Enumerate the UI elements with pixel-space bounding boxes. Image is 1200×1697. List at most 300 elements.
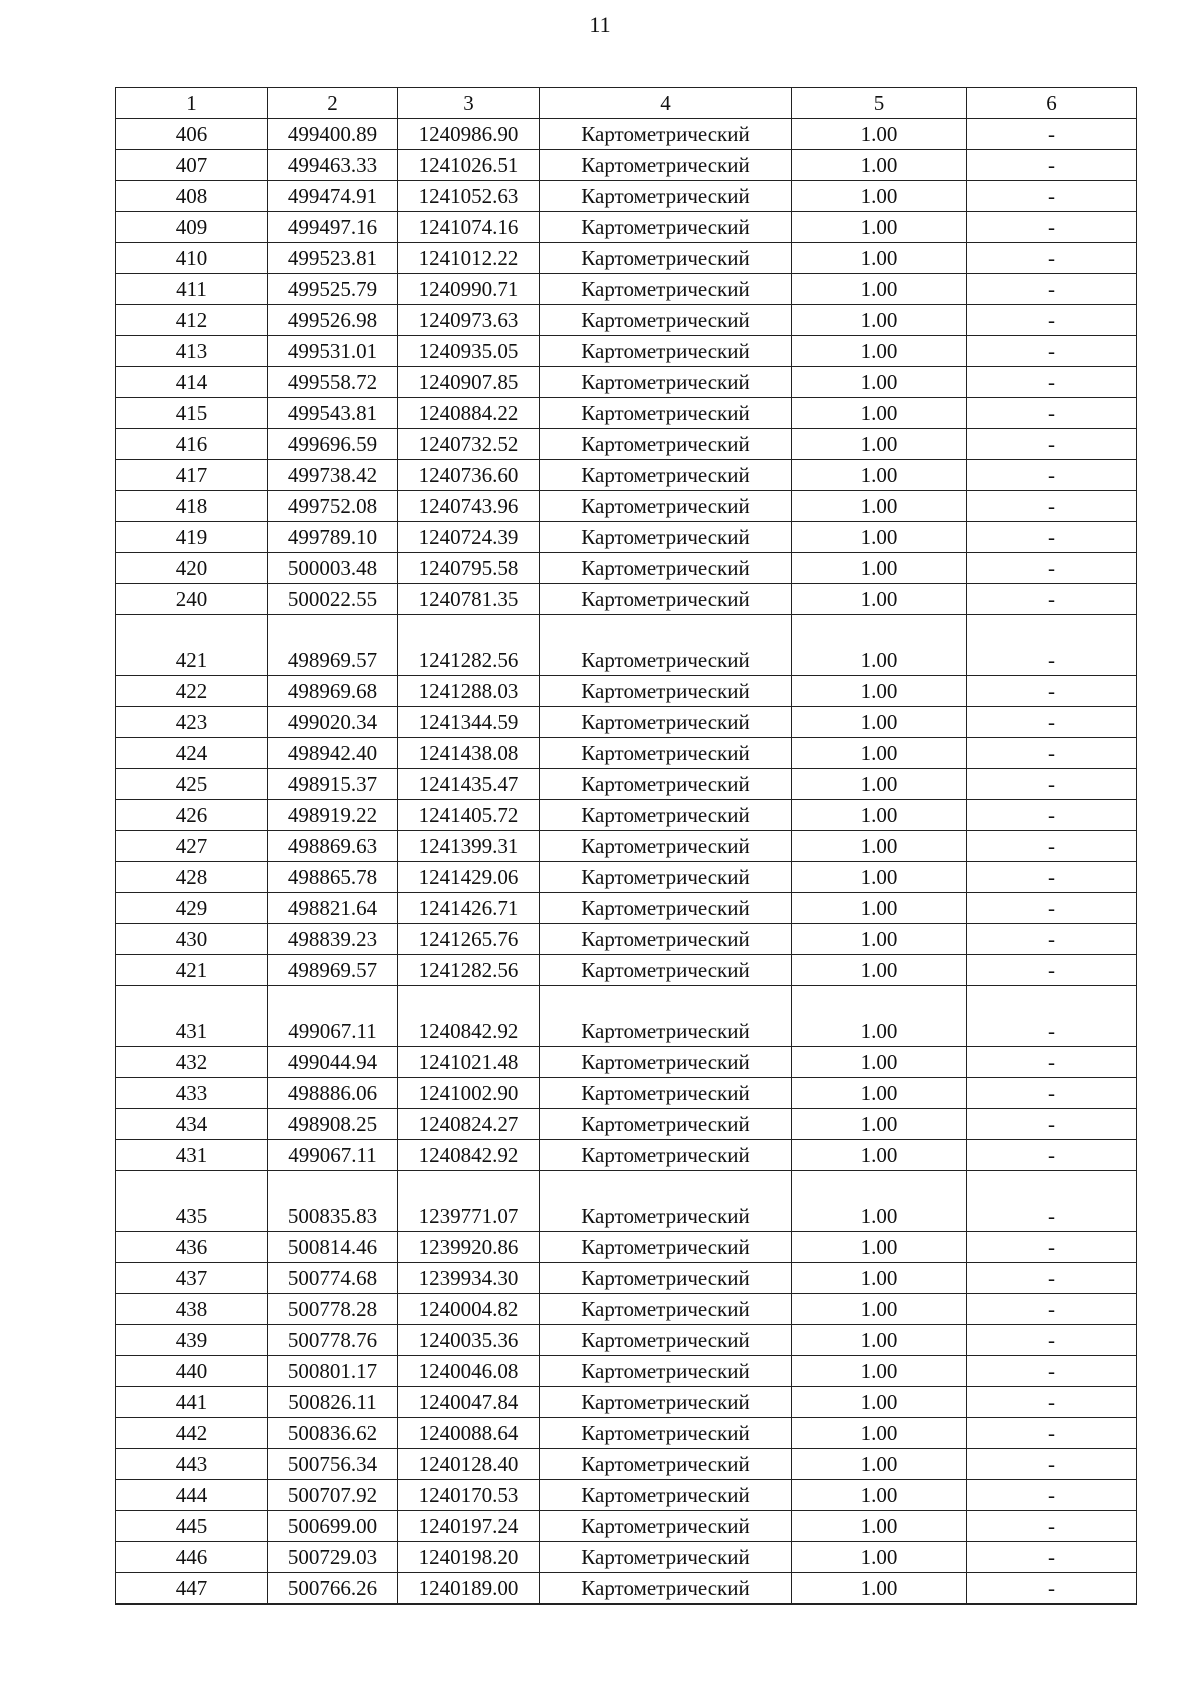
table-cell: 499789.10 — [268, 522, 398, 553]
table-cell: - — [967, 336, 1137, 367]
table-row — [116, 522, 1137, 553]
table-cell — [268, 986, 398, 1017]
table-cell: 498915.37 — [268, 769, 398, 800]
table-cell: 1.00 — [792, 1387, 967, 1418]
table-cell: 499044.94 — [268, 1047, 398, 1078]
table-cell: Картометрический — [540, 181, 792, 212]
table-row — [116, 738, 1137, 769]
table-cell: - — [967, 1232, 1137, 1263]
table-cell: 1241435.47 — [398, 769, 540, 800]
table-cell: 1240990.71 — [398, 274, 540, 305]
table-cell: Картометрический — [540, 1511, 792, 1542]
table-cell: 1241288.03 — [398, 676, 540, 707]
table-cell: Картометрический — [540, 1140, 792, 1171]
table-cell: 1.00 — [792, 553, 967, 584]
table-cell: 413 — [116, 336, 268, 367]
table-cell: Картометрический — [540, 1263, 792, 1294]
table-cell: 1.00 — [792, 491, 967, 522]
table-cell: 500707.92 — [268, 1480, 398, 1511]
table-cell: 500774.68 — [268, 1263, 398, 1294]
table-cell — [540, 615, 792, 646]
table-cell: 1.00 — [792, 676, 967, 707]
table-cell: 500699.00 — [268, 1511, 398, 1542]
table-cell: 1239934.30 — [398, 1263, 540, 1294]
table-cell: 1241074.16 — [398, 212, 540, 243]
table-cell: 421 — [116, 645, 268, 676]
table-cell: 412 — [116, 305, 268, 336]
table-cell: 1.00 — [792, 769, 967, 800]
table-cell: 500835.83 — [268, 1201, 398, 1232]
table-cell: - — [967, 460, 1137, 491]
table-cell: Картометрический — [540, 522, 792, 553]
table-cell: - — [967, 1016, 1137, 1047]
table-cell: 1241399.31 — [398, 831, 540, 862]
table-cell: Картометрический — [540, 769, 792, 800]
table-cell: 428 — [116, 862, 268, 893]
table-cell: 1240197.24 — [398, 1511, 540, 1542]
table-cell: 1.00 — [792, 862, 967, 893]
table-cell: 1241405.72 — [398, 800, 540, 831]
table-row — [116, 707, 1137, 738]
table-cell: Картометрический — [540, 1016, 792, 1047]
table-cell: 419 — [116, 522, 268, 553]
table-cell: 240 — [116, 584, 268, 615]
table-cell: 500003.48 — [268, 553, 398, 584]
table-cell: 498969.57 — [268, 955, 398, 986]
table-cell: 498919.22 — [268, 800, 398, 831]
table-cell — [116, 1171, 268, 1202]
table-cell: 1.00 — [792, 707, 967, 738]
table-cell: 1.00 — [792, 522, 967, 553]
table-cell: - — [967, 1511, 1137, 1542]
table-cell: 499543.81 — [268, 398, 398, 429]
table-cell: 429 — [116, 893, 268, 924]
table-cell: - — [967, 707, 1137, 738]
table-cell: 499523.81 — [268, 243, 398, 274]
table-cell — [398, 1171, 540, 1202]
table-cell: 1240973.63 — [398, 305, 540, 336]
table-cell: 417 — [116, 460, 268, 491]
table-cell: 1.00 — [792, 584, 967, 615]
table-row — [116, 1418, 1137, 1449]
table-cell: 499067.11 — [268, 1140, 398, 1171]
table-cell: 500778.76 — [268, 1325, 398, 1356]
table-row — [116, 1047, 1137, 1078]
table-cell: 1.00 — [792, 831, 967, 862]
table-cell: 1.00 — [792, 1449, 967, 1480]
table-cell: - — [967, 1480, 1137, 1511]
table-cell: 499020.34 — [268, 707, 398, 738]
column-header: 3 — [398, 88, 540, 119]
table-cell: - — [967, 769, 1137, 800]
table-cell: 1.00 — [792, 150, 967, 181]
table-cell: 1240884.22 — [398, 398, 540, 429]
table-row — [116, 150, 1137, 181]
table-row — [116, 1542, 1137, 1573]
table-cell: 498869.63 — [268, 831, 398, 862]
table-row — [116, 119, 1137, 150]
table-cell: 1240732.52 — [398, 429, 540, 460]
table-cell: 1240189.00 — [398, 1573, 540, 1605]
table-cell: - — [967, 1387, 1137, 1418]
table-row — [116, 243, 1137, 274]
table-cell: 1240907.85 — [398, 367, 540, 398]
table-cell: - — [967, 831, 1137, 862]
table-row — [116, 305, 1137, 336]
table-cell: 1.00 — [792, 367, 967, 398]
table-cell — [967, 1171, 1137, 1202]
table-cell: Картометрический — [540, 460, 792, 491]
table-cell: 1240047.84 — [398, 1387, 540, 1418]
table-row — [116, 398, 1137, 429]
table-cell: 410 — [116, 243, 268, 274]
table-cell: 1240128.40 — [398, 1449, 540, 1480]
table-row — [116, 1109, 1137, 1140]
table-cell: 1.00 — [792, 181, 967, 212]
table-cell: 498908.25 — [268, 1109, 398, 1140]
table-cell: - — [967, 1078, 1137, 1109]
table-cell: Картометрический — [540, 893, 792, 924]
table-cell: 499067.11 — [268, 1016, 398, 1047]
table-cell: - — [967, 150, 1137, 181]
table-cell: 1240170.53 — [398, 1480, 540, 1511]
table-cell: - — [967, 1418, 1137, 1449]
table-cell: - — [967, 1542, 1137, 1573]
table-cell: - — [967, 553, 1137, 584]
table-cell: 1241012.22 — [398, 243, 540, 274]
table-row — [116, 1449, 1137, 1480]
table-cell: 1240795.58 — [398, 553, 540, 584]
table-row — [116, 769, 1137, 800]
table-cell: - — [967, 212, 1137, 243]
table-row — [116, 1294, 1137, 1325]
table-cell: 1.00 — [792, 800, 967, 831]
table-row — [116, 862, 1137, 893]
table-cell: 1240935.05 — [398, 336, 540, 367]
table-cell: 438 — [116, 1294, 268, 1325]
table-cell: 1240736.60 — [398, 460, 540, 491]
table-cell: 430 — [116, 924, 268, 955]
table-cell: 1.00 — [792, 1418, 967, 1449]
table-cell: 498839.23 — [268, 924, 398, 955]
table-cell: 1240004.82 — [398, 1294, 540, 1325]
table-cell: 407 — [116, 150, 268, 181]
table-cell: 1.00 — [792, 212, 967, 243]
table-cell: 499558.72 — [268, 367, 398, 398]
column-header: 5 — [792, 88, 967, 119]
table-cell: 435 — [116, 1201, 268, 1232]
table-cell: - — [967, 274, 1137, 305]
table-cell: 441 — [116, 1387, 268, 1418]
table-cell — [792, 615, 967, 646]
table-cell: 499400.89 — [268, 119, 398, 150]
table-row — [116, 676, 1137, 707]
table-cell: 422 — [116, 676, 268, 707]
table-cell: 499474.91 — [268, 181, 398, 212]
table-cell: 1.00 — [792, 1325, 967, 1356]
table-cell: Картометрический — [540, 738, 792, 769]
table-cell: Картометрический — [540, 1542, 792, 1573]
table-cell: Картометрический — [540, 584, 792, 615]
table-cell: Картометрический — [540, 1449, 792, 1480]
table-cell: 1239920.86 — [398, 1232, 540, 1263]
table-cell: 499531.01 — [268, 336, 398, 367]
table-cell: 500778.28 — [268, 1294, 398, 1325]
table-cell: 1.00 — [792, 1047, 967, 1078]
table-cell: 498886.06 — [268, 1078, 398, 1109]
table-cell: 447 — [116, 1573, 268, 1605]
table-row — [116, 893, 1137, 924]
table-cell — [540, 986, 792, 1017]
table-cell: Картометрический — [540, 1418, 792, 1449]
table-cell: - — [967, 862, 1137, 893]
table-cell: 500022.55 — [268, 584, 398, 615]
table-cell: - — [967, 119, 1137, 150]
table-cell: - — [967, 491, 1137, 522]
table-cell: 1.00 — [792, 336, 967, 367]
table-row — [116, 1201, 1137, 1232]
table-cell: 498865.78 — [268, 862, 398, 893]
table-cell: 499525.79 — [268, 274, 398, 305]
table-cell: - — [967, 1325, 1137, 1356]
table-cell: 1.00 — [792, 429, 967, 460]
table-cell: 1.00 — [792, 119, 967, 150]
table-cell: 415 — [116, 398, 268, 429]
table-cell — [967, 615, 1137, 646]
table-cell: Картометрический — [540, 1356, 792, 1387]
table-cell: - — [967, 955, 1137, 986]
table-cell — [116, 615, 268, 646]
table-cell: - — [967, 522, 1137, 553]
table-cell: 499696.59 — [268, 429, 398, 460]
table-cell: 1.00 — [792, 1480, 967, 1511]
table-cell: 439 — [116, 1325, 268, 1356]
table-cell: Картометрический — [540, 1325, 792, 1356]
table-cell: 1241021.48 — [398, 1047, 540, 1078]
table-cell: 1.00 — [792, 1542, 967, 1573]
column-header: 2 — [268, 88, 398, 119]
table-cell: 446 — [116, 1542, 268, 1573]
table-cell: 499526.98 — [268, 305, 398, 336]
table-cell: 1.00 — [792, 1294, 967, 1325]
table-cell: - — [967, 893, 1137, 924]
table-cell: 1241282.56 — [398, 645, 540, 676]
table-cell: 427 — [116, 831, 268, 862]
table-cell: - — [967, 429, 1137, 460]
table-cell: Картометрический — [540, 119, 792, 150]
table-cell: 425 — [116, 769, 268, 800]
table-cell: Картометрический — [540, 1078, 792, 1109]
table-row — [116, 336, 1137, 367]
table-cell: Картометрический — [540, 1480, 792, 1511]
table-cell: 1241265.76 — [398, 924, 540, 955]
table-row — [116, 1573, 1137, 1605]
coordinates-table — [115, 87, 1137, 1605]
table-cell: 1240743.96 — [398, 491, 540, 522]
table-cell: 1239771.07 — [398, 1201, 540, 1232]
table-cell: - — [967, 1109, 1137, 1140]
table-cell: 416 — [116, 429, 268, 460]
table-cell: 500729.03 — [268, 1542, 398, 1573]
table-cell: 500836.62 — [268, 1418, 398, 1449]
table-cell: 1.00 — [792, 924, 967, 955]
table-cell: 1.00 — [792, 1356, 967, 1387]
table-cell: - — [967, 1294, 1137, 1325]
table-cell: 418 — [116, 491, 268, 522]
table-cell: 433 — [116, 1078, 268, 1109]
table-cell — [268, 615, 398, 646]
table-cell: 498821.64 — [268, 893, 398, 924]
table-cell: Картометрический — [540, 1201, 792, 1232]
table-cell: 499752.08 — [268, 491, 398, 522]
table-cell: 420 — [116, 553, 268, 584]
table-row — [116, 429, 1137, 460]
table-cell: 426 — [116, 800, 268, 831]
column-header: 1 — [116, 88, 268, 119]
table-cell: - — [967, 1263, 1137, 1294]
table-row — [116, 1016, 1137, 1047]
table-cell: 411 — [116, 274, 268, 305]
table-cell: 434 — [116, 1109, 268, 1140]
table-cell: 1.00 — [792, 1109, 967, 1140]
table-cell: 1.00 — [792, 1201, 967, 1232]
table-cell: - — [967, 243, 1137, 274]
table-cell: Картометрический — [540, 212, 792, 243]
table-cell: 1240035.36 — [398, 1325, 540, 1356]
table-row — [116, 1480, 1137, 1511]
table-cell: 1241438.08 — [398, 738, 540, 769]
table-cell: 1.00 — [792, 460, 967, 491]
table-row — [116, 1263, 1137, 1294]
table-row — [116, 1356, 1137, 1387]
table-cell: 406 — [116, 119, 268, 150]
table-cell: 1.00 — [792, 1511, 967, 1542]
table-cell: 436 — [116, 1232, 268, 1263]
table-cell — [398, 986, 540, 1017]
table-cell: 1240724.39 — [398, 522, 540, 553]
table-cell: - — [967, 398, 1137, 429]
table-cell: 1240842.92 — [398, 1016, 540, 1047]
table-cell: Картометрический — [540, 398, 792, 429]
table-row — [116, 460, 1137, 491]
table-cell — [268, 1171, 398, 1202]
table-cell: 498942.40 — [268, 738, 398, 769]
table-cell: 499463.33 — [268, 150, 398, 181]
table-row — [116, 800, 1137, 831]
table-row — [116, 955, 1137, 986]
table-cell: - — [967, 1140, 1137, 1171]
column-header: 4 — [540, 88, 792, 119]
table-row — [116, 491, 1137, 522]
table-cell: 1.00 — [792, 1016, 967, 1047]
table-row — [116, 1232, 1137, 1263]
separator-row — [116, 615, 1137, 646]
table-cell: Картометрический — [540, 1294, 792, 1325]
table-cell — [398, 615, 540, 646]
table-cell: 1.00 — [792, 398, 967, 429]
table-cell: 445 — [116, 1511, 268, 1542]
table-cell: 1241344.59 — [398, 707, 540, 738]
table-cell: - — [967, 1449, 1137, 1480]
table-cell: 1.00 — [792, 1232, 967, 1263]
table-cell: 1.00 — [792, 1140, 967, 1171]
table-cell: Картометрический — [540, 707, 792, 738]
table-cell: Картометрический — [540, 955, 792, 986]
table-cell: Картометрический — [540, 1387, 792, 1418]
table-row — [116, 367, 1137, 398]
table-cell: - — [967, 1573, 1137, 1605]
table-cell: 499497.16 — [268, 212, 398, 243]
table-row — [116, 274, 1137, 305]
table-cell: 432 — [116, 1047, 268, 1078]
table-cell: Картометрический — [540, 429, 792, 460]
table-cell: - — [967, 1356, 1137, 1387]
table-row — [116, 1078, 1137, 1109]
table-cell: 498969.57 — [268, 645, 398, 676]
table-cell — [116, 986, 268, 1017]
table-cell: 1240088.64 — [398, 1418, 540, 1449]
table-cell: Картометрический — [540, 1109, 792, 1140]
table-cell: 424 — [116, 738, 268, 769]
table-cell: - — [967, 738, 1137, 769]
table-cell — [792, 1171, 967, 1202]
table-row — [116, 1511, 1137, 1542]
table-cell: Картометрический — [540, 491, 792, 522]
table-cell: Картометрический — [540, 367, 792, 398]
table-cell: 1240824.27 — [398, 1109, 540, 1140]
table-cell: 1.00 — [792, 274, 967, 305]
table-cell: 442 — [116, 1418, 268, 1449]
table-cell: 1.00 — [792, 1078, 967, 1109]
table-cell: 500766.26 — [268, 1573, 398, 1605]
separator-row — [116, 986, 1137, 1017]
table-cell: 1.00 — [792, 305, 967, 336]
table-cell: 1.00 — [792, 1573, 967, 1605]
table-cell: 1.00 — [792, 893, 967, 924]
table-row — [116, 212, 1137, 243]
table-cell: 1241026.51 — [398, 150, 540, 181]
table-cell: 1240781.35 — [398, 584, 540, 615]
separator-row — [116, 1171, 1137, 1202]
table-row — [116, 1325, 1137, 1356]
column-header: 6 — [967, 88, 1137, 119]
table-cell: - — [967, 676, 1137, 707]
table-row — [116, 584, 1137, 615]
table-cell: 1241429.06 — [398, 862, 540, 893]
table-cell: - — [967, 1201, 1137, 1232]
table-cell: 440 — [116, 1356, 268, 1387]
table-cell: 1241426.71 — [398, 893, 540, 924]
table-cell: Картометрический — [540, 553, 792, 584]
table-cell: Картометрический — [540, 831, 792, 862]
table-cell: - — [967, 800, 1137, 831]
table-cell: Картометрический — [540, 336, 792, 367]
table-cell: 1.00 — [792, 243, 967, 274]
table-row — [116, 1387, 1137, 1418]
page-number: 11 — [589, 12, 611, 37]
table-cell: - — [967, 584, 1137, 615]
table-row — [116, 181, 1137, 212]
table-cell — [967, 986, 1137, 1017]
table-cell: 499738.42 — [268, 460, 398, 491]
table-cell: 500801.17 — [268, 1356, 398, 1387]
table-cell: 1241052.63 — [398, 181, 540, 212]
table-cell: 1240842.92 — [398, 1140, 540, 1171]
table-cell: 1240986.90 — [398, 119, 540, 150]
table-cell: 409 — [116, 212, 268, 243]
table-cell: 1241002.90 — [398, 1078, 540, 1109]
table-body — [116, 119, 1137, 1605]
